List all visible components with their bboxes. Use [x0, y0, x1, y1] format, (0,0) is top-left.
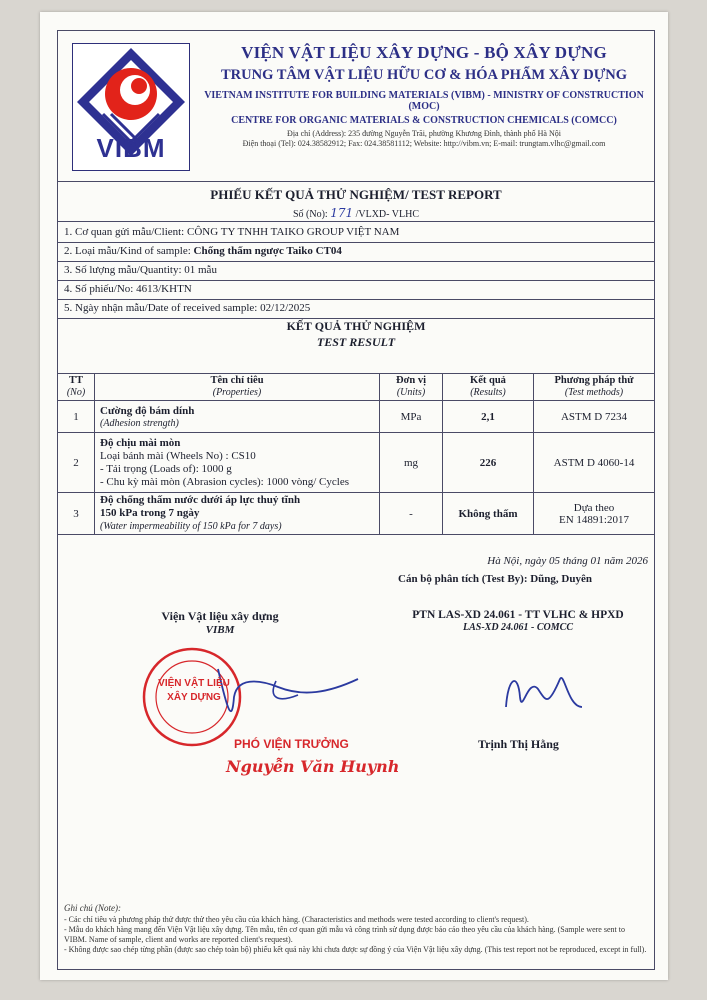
stamp-ring-text: VIỆN VẬT LIỆU XÂY DỰNG [158, 678, 230, 703]
right-signatory-name: Trịnh Thị Hằng [478, 737, 559, 751]
tester-label: Cán bộ phân tích (Test By): [398, 573, 528, 585]
table-row [58, 401, 655, 433]
tester-names: Dũng, Duyên [530, 573, 592, 585]
table-row [58, 493, 655, 535]
col-header-en: (Properties) [212, 387, 262, 398]
cell-method: ASTM D 4060-14 [534, 433, 655, 493]
info-value: CÔNG TY TNHH TAIKO GROUP VIỆT NAM [187, 226, 400, 238]
institute-name: VIỆN VẬT LIỆU XÂY DỰNG - BỘ XÂY DỰNG [241, 43, 607, 62]
cell-unit: MPa [380, 401, 443, 433]
info-label: 3. Số lượng mẫu/Quantity: [64, 264, 182, 276]
report-frame [57, 30, 655, 970]
property-name-cont: 150 kPa trong 7 ngày [100, 507, 200, 519]
institute-heading [198, 43, 650, 148]
cell-method: ASTM D 7234 [534, 401, 655, 433]
divider [58, 221, 654, 222]
cell-property [95, 493, 380, 535]
info-client [64, 225, 399, 240]
contact: Điện thoại (Tel): 024.38582912; Fax: 024.38581112; Website: http://vibm.vn; E-mail: trungtam.vlhc@gmail.com [242, 139, 606, 148]
col-header: Đơn vị [395, 375, 427, 386]
property-name-en: (Water impermeability of 150 kPa for 7 days) [100, 521, 282, 532]
info-value: 02/12/2025 [260, 302, 311, 314]
right-handwritten-signature [498, 667, 588, 727]
right-signatory [393, 609, 643, 633]
cell-property [95, 401, 380, 433]
cell-unit: - [380, 493, 443, 535]
centre-name-en: CENTRE FOR ORGANIC MATERIALS & CONSTRUCTION CHEMICALS (COMCC) [231, 115, 617, 126]
property-detail: - Tải trọng (Loads of): 1000 g [100, 462, 232, 475]
cell-result: 2,1 [443, 401, 534, 433]
tester-line [398, 573, 592, 585]
cell-no: 3 [58, 493, 95, 535]
address: Địa chỉ (Address): 235 đường Nguyễn Trãi, phường Khương Đình, thành phố Hà Nội [287, 129, 561, 138]
info-quantity [64, 263, 217, 278]
left-signatory-name: Nguyễn Văn Huynh [226, 757, 400, 776]
col-header: Kết quả [470, 375, 506, 386]
info-label: 2. Loại mẫu/Kind of sample: [64, 245, 191, 257]
method-line: EN 14891:2017 [559, 513, 629, 526]
left-signatory-sub: VIBM [205, 624, 235, 636]
info-label: 1. Cơ quan gửi mẫu/Client: [64, 226, 185, 238]
property-detail: - Chu kỳ mài mòn (Abrasion cycles): 1000 vòng/ Cycles [100, 475, 349, 488]
info-value: Chống thấm ngược Taiko CT04 [193, 245, 342, 257]
table-row [58, 433, 655, 493]
vibm-logo [72, 43, 190, 171]
letterhead [58, 31, 654, 182]
info-kind [64, 244, 342, 259]
divider [58, 242, 654, 243]
cell-unit: mg [380, 433, 443, 493]
left-signatory-title: Viện Vật liệu xây dựng [161, 609, 279, 623]
col-header: Tên chỉ tiêu [210, 375, 264, 386]
right-signatory-title: PTN LAS-XD 24.061 - TT VLHC & HPXD [412, 609, 624, 621]
col-header-en: (No) [66, 387, 86, 398]
centre-name: TRUNG TÂM VẬT LIỆU HỮU CƠ & HÓA PHẨM XÂY DỰNG [220, 67, 627, 83]
divider [58, 261, 654, 262]
property-name: Cường độ bám dính [100, 404, 195, 417]
results-table [57, 373, 655, 535]
divider [58, 280, 654, 281]
col-header: Phương pháp thử [554, 375, 634, 386]
document-page [40, 12, 668, 980]
notes-title: Ghi chú (Note): [64, 903, 121, 913]
col-header-en: (Results) [470, 387, 506, 398]
left-signatory [130, 609, 310, 636]
cell-result: 226 [443, 433, 534, 493]
info-label: 4. Số phiếu/No: [64, 283, 134, 295]
result-heading-en: TEST RESULT [316, 335, 396, 349]
result-heading: KẾT QUẢ THỬ NGHIỆM [286, 319, 426, 333]
table-header-row [58, 374, 655, 401]
note-item: - Các chỉ tiêu và phương pháp thử được thử theo yêu cầu của khách hàng. (Characteristics and methods were tested according to client's request). [64, 915, 529, 924]
report-title: PHIẾU KẾT QUẢ THỬ NGHIỆM/ TEST REPORT [210, 187, 502, 202]
issue-date: Hà Nội, ngày 05 tháng 01 năm 2026 [487, 555, 648, 567]
institute-name-en: VIETNAM INSTITUTE FOR BUILDING MATERIALS (VIBM) - MINISTRY OF CONSTRUCTION (MOC) [204, 90, 644, 112]
cell-method [534, 493, 655, 535]
col-header-en: (Test methods) [564, 387, 624, 398]
stamp-role: PHÓ VIỆN TRƯỞNG [234, 737, 349, 751]
cell-no: 2 [58, 433, 95, 493]
property-detail: Loại bánh mài (Wheels No) : CS10 [100, 449, 256, 462]
divider [58, 299, 654, 300]
info-label: 5. Ngày nhận mẫu/Date of received sample: [64, 302, 258, 314]
method-line: Dựa theo [573, 501, 615, 514]
property-name: Độ chống thấm nước dưới áp lực thuỷ tĩnh [100, 494, 301, 506]
info-number [64, 282, 192, 297]
report-number-suffix: /VLXD- VLHC [355, 209, 420, 220]
cell-property [95, 433, 380, 493]
logo-text: VIBM [96, 133, 166, 163]
report-number [58, 206, 654, 220]
note-item: - Mẫu do khách hàng mang đến Viện Vật liệu xây dựng. Tên mẫu, tên cơ quan gửi mẫu và công trình sử dụng được báo cáo theo yêu cầu của khách hàng. (Sample were sent to VIBM. Name of sample, client and works are reported client's request). [64, 925, 625, 944]
property-name: Độ chịu mài mòn [100, 436, 181, 449]
property-name-en: (Adhesion strength) [100, 417, 179, 429]
notes [64, 903, 648, 955]
info-date [64, 301, 310, 316]
col-header-en: (Units) [396, 387, 426, 398]
note-item: - Không được sao chép từng phần (được sao chép toàn bộ) phiếu kết quả này khi chưa được sự đồng ý của Viện Vật liệu xây dựng. (This test report not be reproduced, except in full). [64, 945, 647, 954]
right-signatory-sub: LAS-XD 24.061 - COMCC [462, 622, 573, 633]
cell-result: Không thấm [443, 493, 534, 535]
report-number-prefix: Số (No): [292, 209, 328, 220]
info-value: 4613/KHTN [136, 283, 192, 295]
report-number-handwritten: 171 [330, 206, 354, 220]
col-header: TT [68, 375, 83, 386]
info-value: 01 mẫu [184, 264, 217, 276]
cell-no: 1 [58, 401, 95, 433]
